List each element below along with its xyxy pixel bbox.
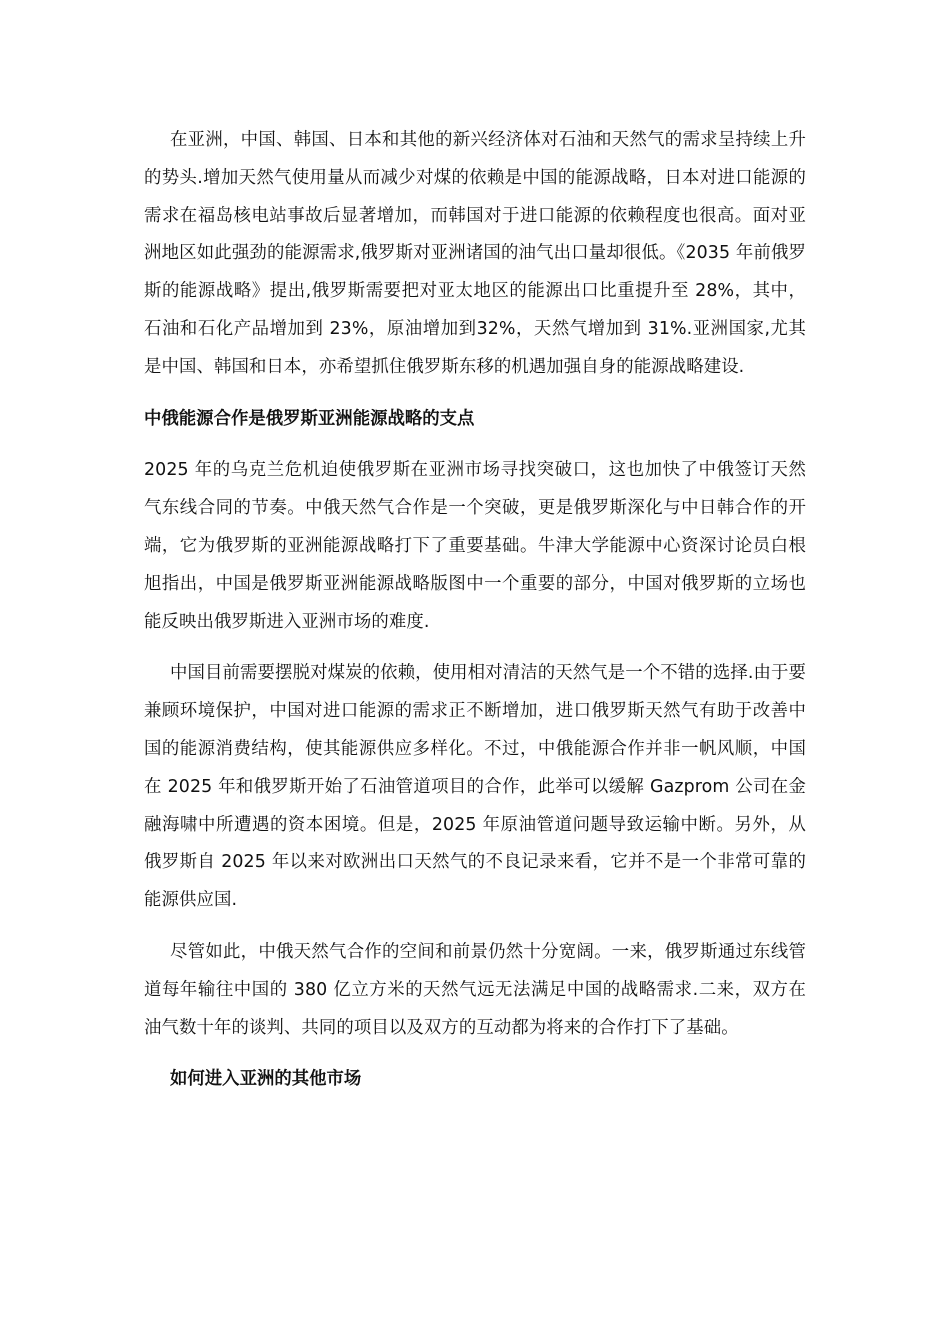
paragraph-asia-energy-demand: 在亚洲，中国、韩国、日本和其他的新兴经济体对石油和天然气的需求呈持续上升的势头.增加天然气使用量从而减少对煤的依赖是中国的能源战略，日本对进口能源的需求在福岛核电站事故后显著增加，而韩国对于进口能源的依赖程度也很高。面对亚洲地区如此强劲的能源需求,俄罗斯对亚洲诸国的油气出口量却很低。《2035 年前俄罗斯的能源战略》提出,俄罗斯需要把对亚太地区的能源出口比重提升至 28%，其中，石油和石化产品增加到 23%，原油增加到32%，天然气增加到 31%.亚洲国家,尤其是中国、韩国和日本，亦希望抓住俄罗斯东移的机遇加强自身的能源战略建设. bbox=[144, 130, 806, 377]
paragraph-cooperation-prospects: 尽管如此，中俄天然气合作的空间和前景仍然十分宽阔。一来，俄罗斯通过东线管道每年输往中国的 380 亿立方米的天然气远无法满足中国的战略需求.二来，双方在油气数十年的谈判、共同的项目以及双方的互动都为将来的合作打下了基础。 bbox=[144, 941, 806, 1038]
paragraph-china-coal-dependence: 中国目前需要摆脱对煤炭的依赖，使用相对清洁的天然气是一个不错的选择.由于要兼顾环境保护，中国对进口能源的需求正不断增加，进口俄罗斯天然气有助于改善中国的能源消费结构，使其能源供应多样化。不过，中俄能源合作并非一帆风顺，中国在 2025 年和俄罗斯开始了石油管道项目的合作，此举可以缓解 Gazprom 公司在金融海啸中所遭遇的资本困境。但是，2025 年原油管道问题导致运输中断。另外，从俄罗斯自 2025 年以来对欧洲出口天然气的不良记录来看，它并不是一个非常可靠的能源供应国. bbox=[144, 663, 806, 911]
section-heading-sino-russian-cooperation: 中俄能源合作是俄罗斯亚洲能源战略的支点 bbox=[144, 408, 475, 429]
document-body bbox=[144, 122, 806, 1113]
paragraph-ukraine-crisis: 2025 年的乌克兰危机迫使俄罗斯在亚洲市场寻找突破口，这也加快了中俄签订天然气东线合同的节奏。中俄天然气合作是一个突破，更是俄罗斯深化与中日韩合作的开端，它为俄罗斯的亚洲能源战略打下了重要基础。牛津大学能源中心资深讨论员白根旭指出，中国是俄罗斯亚洲能源战略版图中一个重要的部分，中国对俄罗斯的立场也能反映出俄罗斯进入亚洲市场的难度. bbox=[144, 460, 806, 632]
section-heading-other-asian-markets: 如何进入亚洲的其他市场 bbox=[170, 1069, 362, 1090]
